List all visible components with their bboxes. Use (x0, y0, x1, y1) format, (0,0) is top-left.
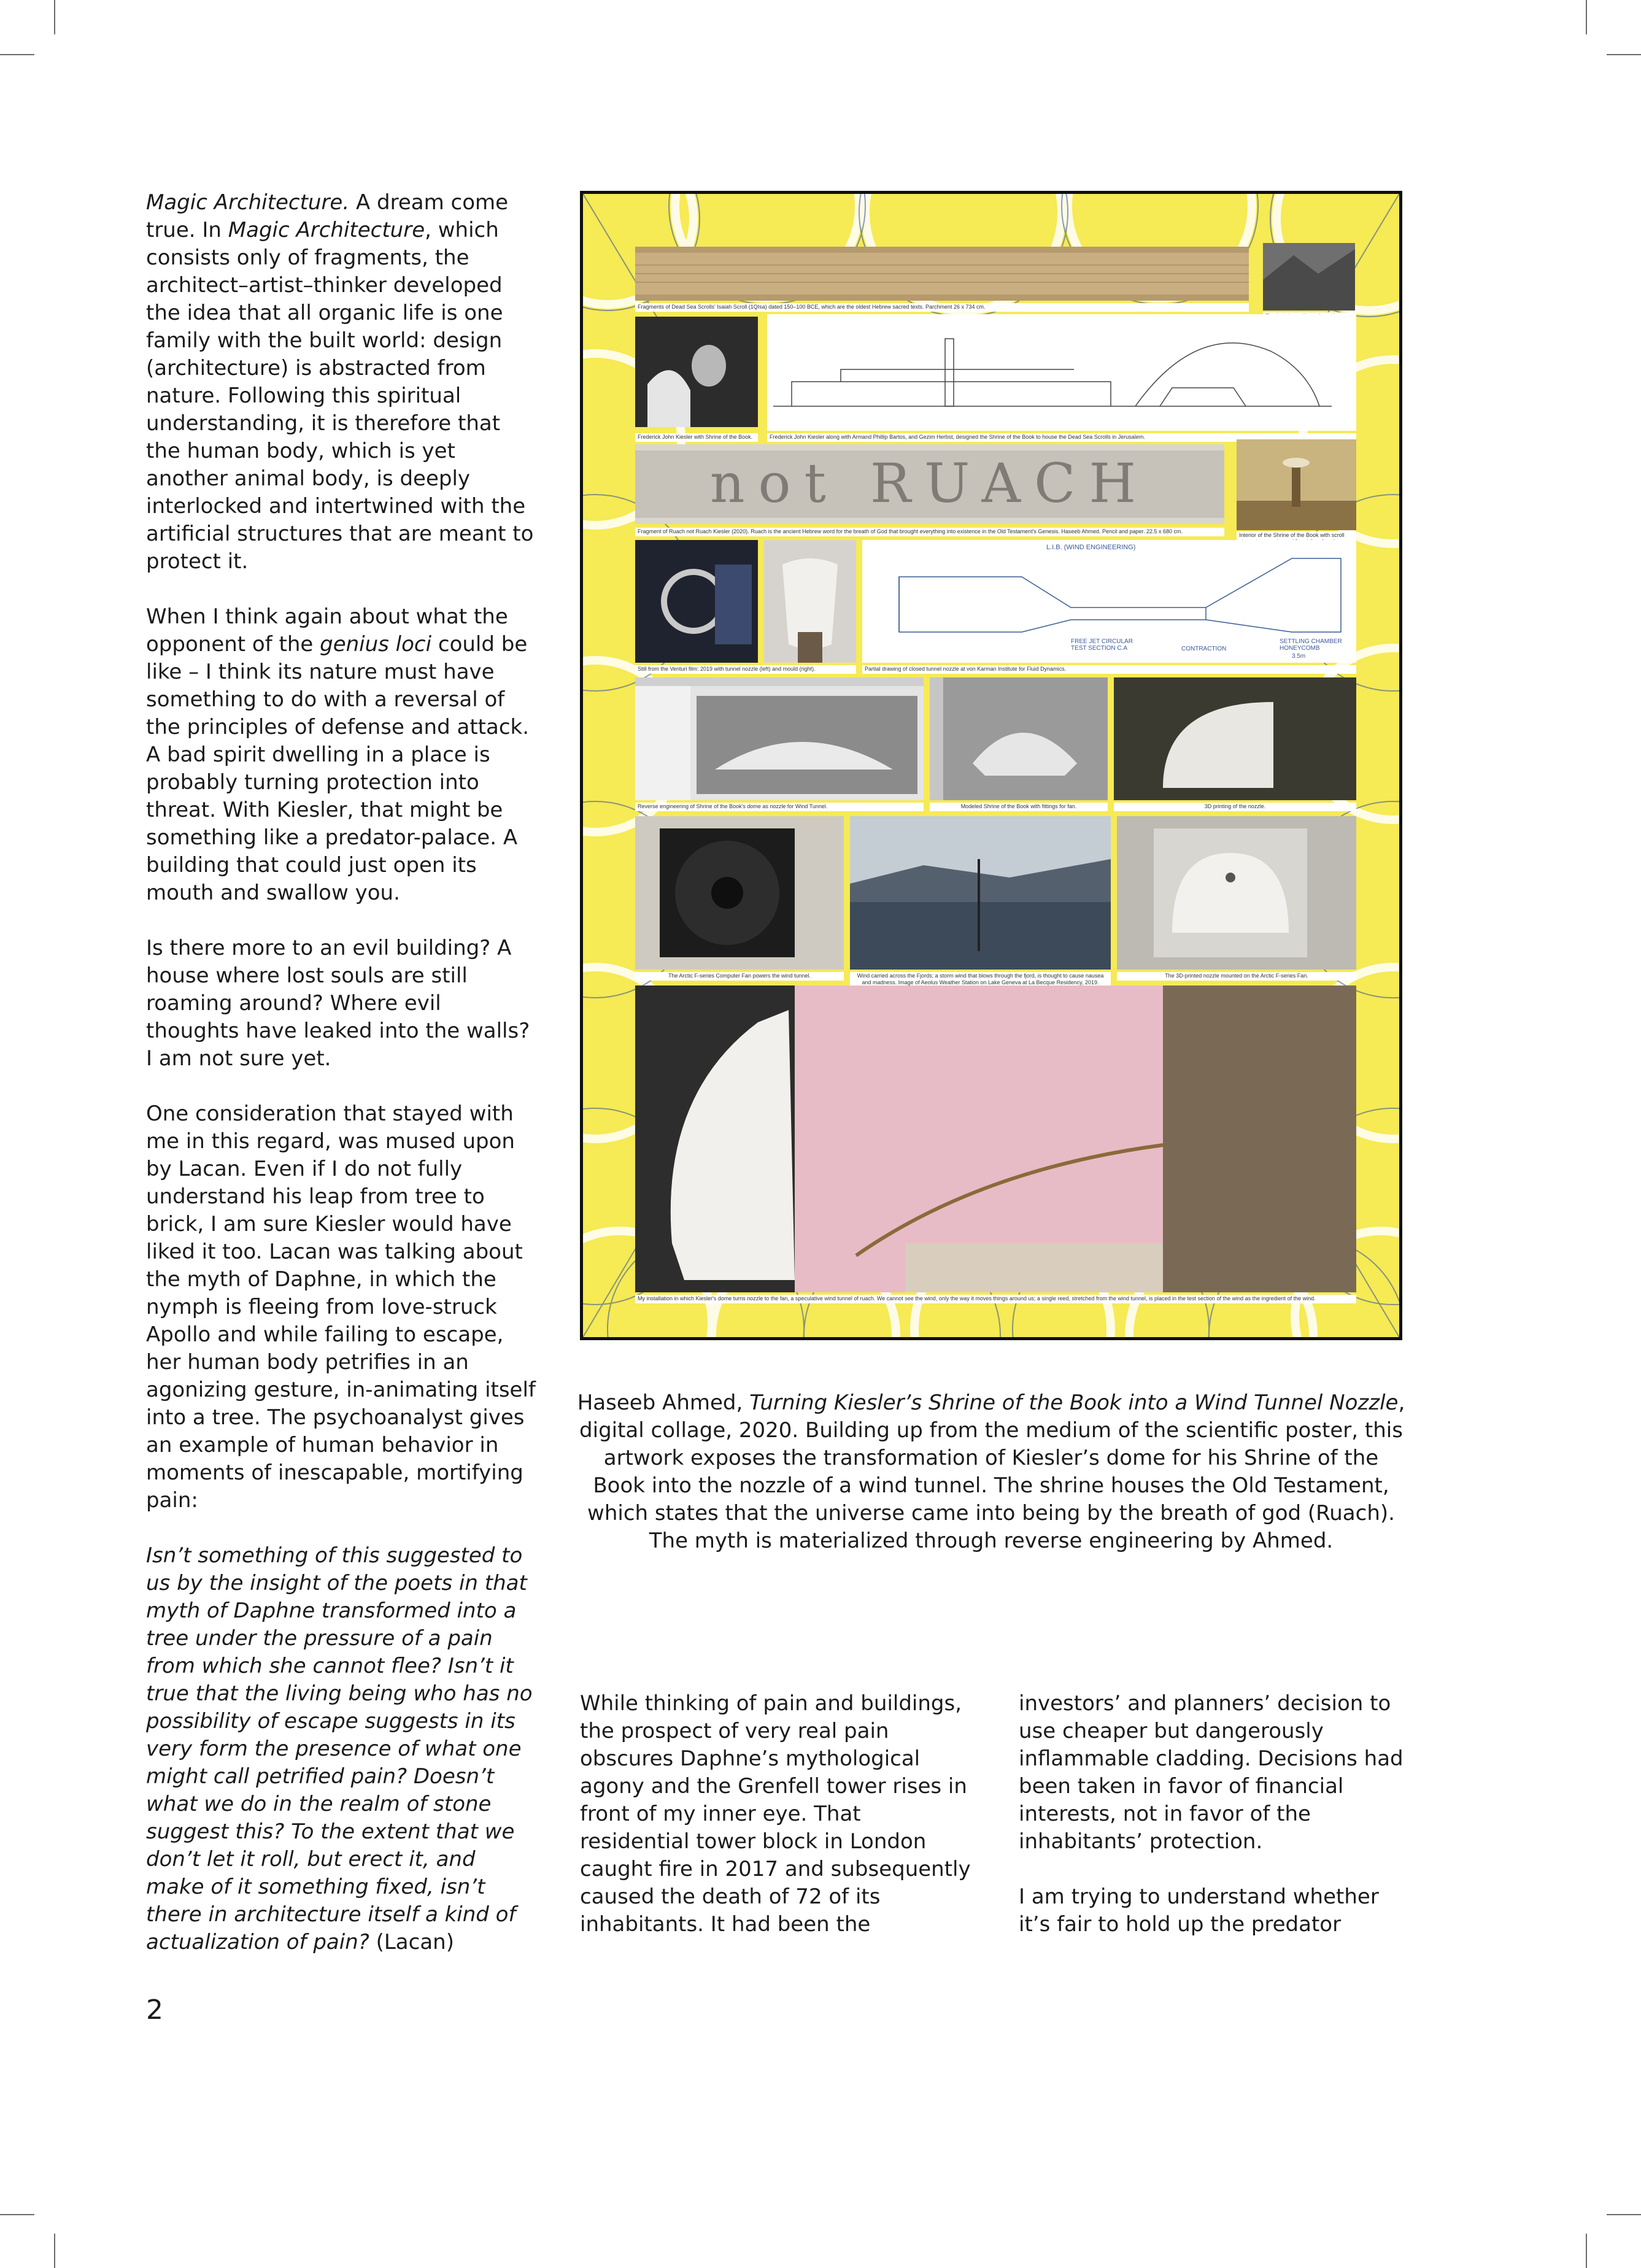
tunnel-drawing (862, 540, 1356, 663)
quote-source: (Lacan) (369, 1930, 454, 1954)
caption-ruach: Fragment of Ruach not Ruach Kiesler (2020). Ruach is the ancient Hebrew word for the breath of God that brought everything into existence in the Old Testament's Genesis. Haseeb Ahmed. Pencil and paper. 22.5 x 680 cm. (635, 528, 1224, 536)
figure-caption (577, 1389, 1405, 1555)
emphasis: Magic Architecture. (146, 190, 350, 215)
paragraph: investors’ and planners’ decision to use cheaper but dangerously inflammable cladding. Decisions had been taken in favor of financial interests, not in favor of the inhabitants’ protection. (1019, 1691, 1404, 1854)
crop-mark (54, 0, 55, 34)
caption-author: Haseeb Ahmed, (577, 1390, 750, 1415)
drawing-label-contraction: CONTRACTION (1181, 646, 1227, 652)
text: could be like – I think its nature must have something to do with a reversal of the principles of defense and attack. A bad spirit dwelling in a place is probably turning protection into threat. With Kiesler, that might be something like a predator-palace. A building that could just open its mouth and swallow you. (146, 632, 530, 905)
mould-photo (764, 540, 856, 663)
caption-lake: Wind carried across the Fjords; a storm wind that blows through the fjord, is thought to cause nausea and madness. Image of Aeolus Weather Station on Lake Geneva at La Becque Residency, 2019. (850, 972, 1111, 994)
page-number: 2 (146, 1994, 163, 2026)
cave-photo (1263, 243, 1355, 310)
shrine-interior-photo (1237, 439, 1356, 530)
caption-print: 3D printing of the nozzle. (1114, 803, 1356, 811)
emphasis: Magic Architecture (228, 218, 425, 242)
installation-photo (635, 986, 1356, 1292)
wind-tunnel-photo (635, 540, 758, 663)
paragraph: While thinking of pain and buildings, the prospect of very real pain obscures Daphne’s mythological agony and the Grenfell tower rises in front of my inner eye. That residential tower block in London caught fire in 2017 and subsequently caused the death of 72 of its inhabitants. It had been the (580, 1691, 971, 1937)
caption-plan: Frederick John Kiesler along with Armand Phillip Bartos, and Gezim Herbst, designed the Shrine of the Book to house the Dead Sea Scrolls in Jerusalem. (767, 433, 1356, 442)
drawing-label-settling: SETTLING CHAMBER HONEYCOMB (1280, 638, 1342, 652)
left-column-text (146, 189, 539, 1984)
scroll-photo (635, 247, 1249, 301)
crop-mark (1586, 2234, 1587, 2268)
crop-mark (0, 2214, 34, 2215)
poster-artwork (580, 191, 1402, 1340)
lake-weather-station-photo (850, 816, 1111, 970)
text: A dream come true. In (146, 190, 509, 242)
caption-modeled: Modeled Shrine of the Book with fittings for fan. (930, 803, 1108, 811)
caption-drawing: Partial drawing of closed tunnel nozzle at von Karman Institute for Fluid Dynamics. (862, 665, 1356, 674)
paragraph (146, 603, 539, 907)
caption-portrait: Frederick John Kiesler with Shrine of the Book. (635, 433, 758, 442)
3d-print-photo (1114, 677, 1356, 800)
drawing-scale: 3.5m (1292, 653, 1306, 660)
crop-mark (1607, 54, 1641, 55)
computer-fan-photo (635, 816, 844, 970)
crop-mark (0, 54, 34, 55)
caption-nozzle: The 3D-printed nozzle mounted on the Arctic F-series Fan. (1117, 972, 1356, 981)
caption-model: Interior of the Shrine of the Book with scroll (1237, 531, 1356, 546)
paragraph: One consideration that stayed with me in this regard, was mused upon by Lacan. Even if I do not fully understand his leap from tree to brick, I am sure Kiesler would have liked it too. Lacan was talking about the myth of Daphne, in which the nymph is fleeing from love-struck Apollo and while failing to escape, her human body petrifies in an agonizing gesture, in-animating itself into a tree. The psychoanalyst gives an example of human behavior in moments of inescapable, mortifying pain: (146, 1101, 536, 1513)
ruach-drawing (635, 444, 1224, 524)
emphasis: genius loci (320, 632, 432, 657)
caption-title: Turning Kiesler’s Shrine of the Book into a Wind Tunnel Nozzle (749, 1390, 1399, 1415)
drawing-label-free-jet: FREE JET CIRCULAR TEST SECTION C.A (1071, 638, 1133, 652)
ruach-lettering: not RUACH (709, 452, 1150, 515)
lacan-quote (146, 1542, 539, 1956)
drawing-title: L.I.B. (WIND ENGINEERING) (1046, 544, 1136, 551)
text: , which consists only of fragments, the architect–artist–thinker developed the idea that all organic life is one family with the built world: design (architecture) is abstracted from nature. Following this spiritual understanding, it is therefore that the human body, which is yet another animal body, is deeply interlocked and intertwined with the artificial structures that are meant to protect it. (146, 218, 534, 574)
quote-text: Isn’t something of this suggested to us by the insight of the poets in that myth of Daphne transformed into a tree under the pressure of a pain from which she cannot flee? Isn’t it true that the living being who has no possibility of escape suggests in its very form the presence of what one might call petrified pain? Doesn’t what we do in the realm of stone suggest this? To the extent that we don’t let it roll, but erect it, and make of it something fixed, isn’t there in architecture itself a kind of actualization of pain? (146, 1543, 533, 1954)
caption-fan: The Arctic F-series Computer Fan powers the wind tunnel. (635, 972, 844, 981)
reverse-engineering-screenshot (635, 677, 924, 800)
crop-mark (1586, 0, 1587, 34)
caption-text: , digital collage, 2020. Building up from the medium of the scientific poster, this artwork exposes the transformation of Kiesler’s dome for his Shrine of the Book into the nozzle of a wind tunnel. The shrine houses the Old Testament, which states that the universe came into being by the breath of god (Ruach). The myth is materialized through reverse engineering by Ahmed. (579, 1390, 1405, 1553)
caption-final: My installation in which Kiesler's dome turns nozzle to the fan, a speculative wind tunnel of ruach. We cannot see the wind, only the way it moves things around us; a single reed, stretched from the wind tunnel, is placed in the test section of the wind as the ingredient of the wind. (635, 1295, 1356, 1303)
paragraph: Is there more to an evil building? A house where lost souls are still roaming around? Where evil thoughts have leaked into the walls? I am not sure yet. (146, 936, 530, 1071)
body-column-1 (580, 1690, 973, 1966)
caption-tunnel: Still from the Venturi film: 2019 with tunnel nozzle (left) and mould (right). (635, 665, 856, 674)
kiesler-portrait-photo (635, 317, 758, 427)
modeled-shrine-screenshot (930, 677, 1108, 800)
caption-scroll: Fragments of Dead Sea Scrolls' Isaiah Scroll (1QIsa) dated 150–100 BCE, which are the oldest Hebrew sacred texts. Parchment 26 x 734 cm. (635, 303, 1249, 312)
nozzle-on-fan-photo (1117, 816, 1356, 970)
text: When I think again about what the opponent of the (146, 604, 508, 657)
caption-reverse-engineering: Reverse engineering of Shrine of the Book's dome as nozzle for Wind Tunnel. (635, 803, 924, 811)
crop-mark (54, 2234, 55, 2268)
body-column-2 (1019, 1690, 1411, 1966)
paragraph (146, 189, 539, 576)
shrine-plan-drawing (767, 314, 1356, 431)
crop-mark (1607, 2214, 1641, 2215)
paragraph: I am trying to understand whether it’s fair to hold up the predator (1019, 1884, 1379, 1937)
